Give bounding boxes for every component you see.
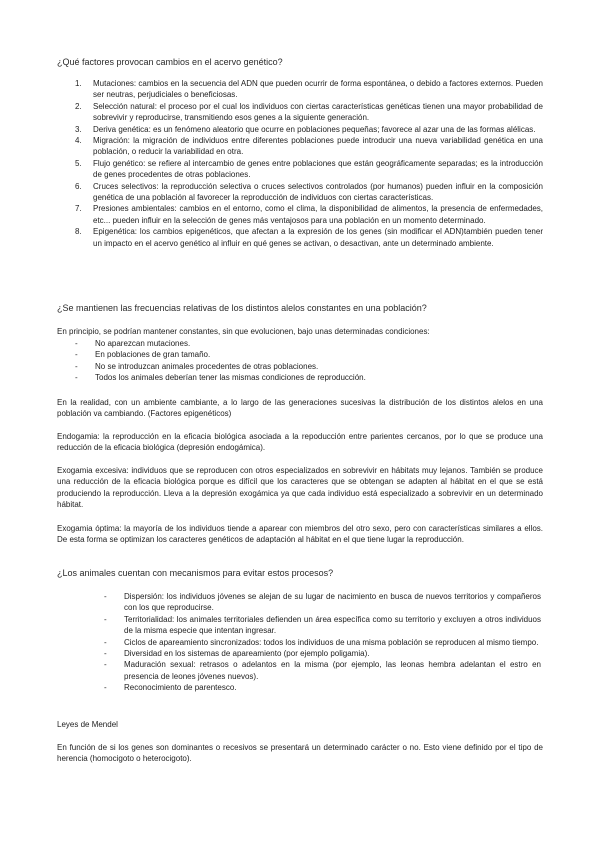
list-item: - Territorialidad: los animales territoriales defienden un área específica como su territorio y excluyen a otros individuos de la misma especie que intentan ingresar.: [104, 614, 541, 636]
list-item: - Ciclos de apareamiento sincronizados: todos los individuos de una misma población se reproducen al mismo tiempo.: [104, 637, 539, 647]
paragraph-endogamia: Endogamia: la reproducción en la eficacia biológica asociada a la repoducción entre parientes cercanos, por lo que se produce una reducción de la eficacia biológica (depresión endogámica).: [57, 432, 543, 453]
paragraph-realidad: En la realidad, con un ambiente cambiante, a lo largo de las generaciones sucesivas la distribución de los distintos alelos en una población va cambiando. (Factores epigenéticos): [57, 398, 543, 419]
list-item: 5. Flujo genético: se refiere al intercambio de genes entre poblaciones que están geográficamente separadas; es la introducción de genes procedentes de otras poblaciones.: [75, 158, 543, 180]
list-item: - No aparezcan mutaciones.: [75, 339, 191, 348]
list-item: - Todos los animales deberían tener las mismas condiciones de reproducción.: [75, 373, 366, 383]
list-item: 3. Deriva genética: es un fenómeno aleatorio que ocurre en poblaciones pequeñas; favorece al azar una de las formas alélicas.: [75, 124, 536, 134]
paragraph-exogamia-optima: Exogamia óptima: la mayoría de los individuos tiende a aparear con miembros del otro sexo, pero con características similares a ellos. De esta forma se optimizan los caracteres genéticos de adaptación al hábitat en el que tiene lugar la reproducción.: [57, 524, 543, 545]
list-item: 4. Migración: la migración de individuos entre diferentes poblaciones puede introducir una nueva variabilidad genética en una población, o reducir la variabilidad en otra.: [75, 136, 543, 157]
paragraph-principio: En principio, se podrían mantener constantes, sin que evolucionen, bajo unas determinadas condiciones:: [57, 327, 430, 336]
question-frequencies: ¿Se mantienen las frecuencias relativas de los distintos alelos constantes en una población?: [57, 303, 427, 313]
list-item: 7. Presiones ambientales: cambios en el entorno, como el clima, la disponibilidad de alimentos, la presencia de enfermedades, etc... pueden influir en la selección de genes más ventajosos para una población en un momento determinado.: [75, 204, 543, 225]
list-item: - No se introduzcan animales procedentes de otras poblaciones.: [75, 361, 319, 371]
list-item: 2. Selección natural: el proceso por el cual los individuos con ciertas características genéticas tienen una mayor probabilidad de sobrevivir y reproducirse, transmitiendo esos genes a la siguiente generación.: [75, 101, 543, 123]
list-item: - Dispersión: los individuos jóvenes se alejan de su lugar de nacimiento en busca de nuevos territorios y compañeros con los que reproducirse.: [104, 592, 541, 613]
list-item: - Maduración sexual: retrasos o adelantos en la misma (por ejemplo, las leonas hembra adelantan el estro en presencia de leones jóvenes nuevos).: [104, 660, 541, 681]
paragraph-exogamia-excesiva: Exogamia excesiva: individuos que se reproducen con otros especializados en sobrevivir en hábitats muy lejanos. También se produce una reducción de la eficacia biológica porque es difícil que los caracteres que se obtengan se adapten al hábitat en el que se está produciendo la reproducción. Lleva a la depresión exogámica ya que cada individuo está especializado a sobrevivir en un determinado hábitat.: [57, 466, 543, 510]
list-item: - Reconocimiento de parentesco.: [104, 683, 237, 693]
mechanisms-list: [104, 591, 541, 694]
list-item: - Diversidad en los sistemas de apareamiento (por ejemplo poligamia).: [104, 649, 370, 659]
list-item: - En poblaciones de gran tamaño.: [75, 350, 211, 360]
question-factors: ¿Qué factores provocan cambios en el acervo genético?: [57, 57, 283, 67]
paragraph-mendel: En función de si los genes son dominantes o recesivos se presentará un determinado carácter o no. Esto viene definido por el tipo de herencia (homocigoto o heterocigoto).: [57, 743, 543, 764]
list-item: 6. Cruces selectivos: la reproducción selectiva o cruces selectivos controlados (por humanos) pueden influir en la composición genética de una población al favorecer la reproducción de individuos con ciertas características.: [75, 181, 543, 203]
factors-list: [57, 78, 543, 249]
question-mechanisms: ¿Los animales cuentan con mecanismos para evitar estos procesos?: [57, 568, 334, 578]
list-item: 8. Epigenética: los cambios epigenéticos, que afectan a la expresión de los genes (sin modificar el ADN)también pueden tener un impacto en el acervo genético al influir en qué genes se activan, o desactivan, ante un determinado ambiente.: [75, 227, 543, 248]
heading-mendel: Leyes de Mendel: [57, 720, 118, 729]
list-item: 1. Mutaciones: cambios en la secuencia del ADN que pueden ocurrir de forma espontánea, o debido a factores externos. Pueden ser neutras, perjudiciales o beneficiosas.: [75, 79, 543, 100]
conditions-list: [75, 338, 541, 384]
